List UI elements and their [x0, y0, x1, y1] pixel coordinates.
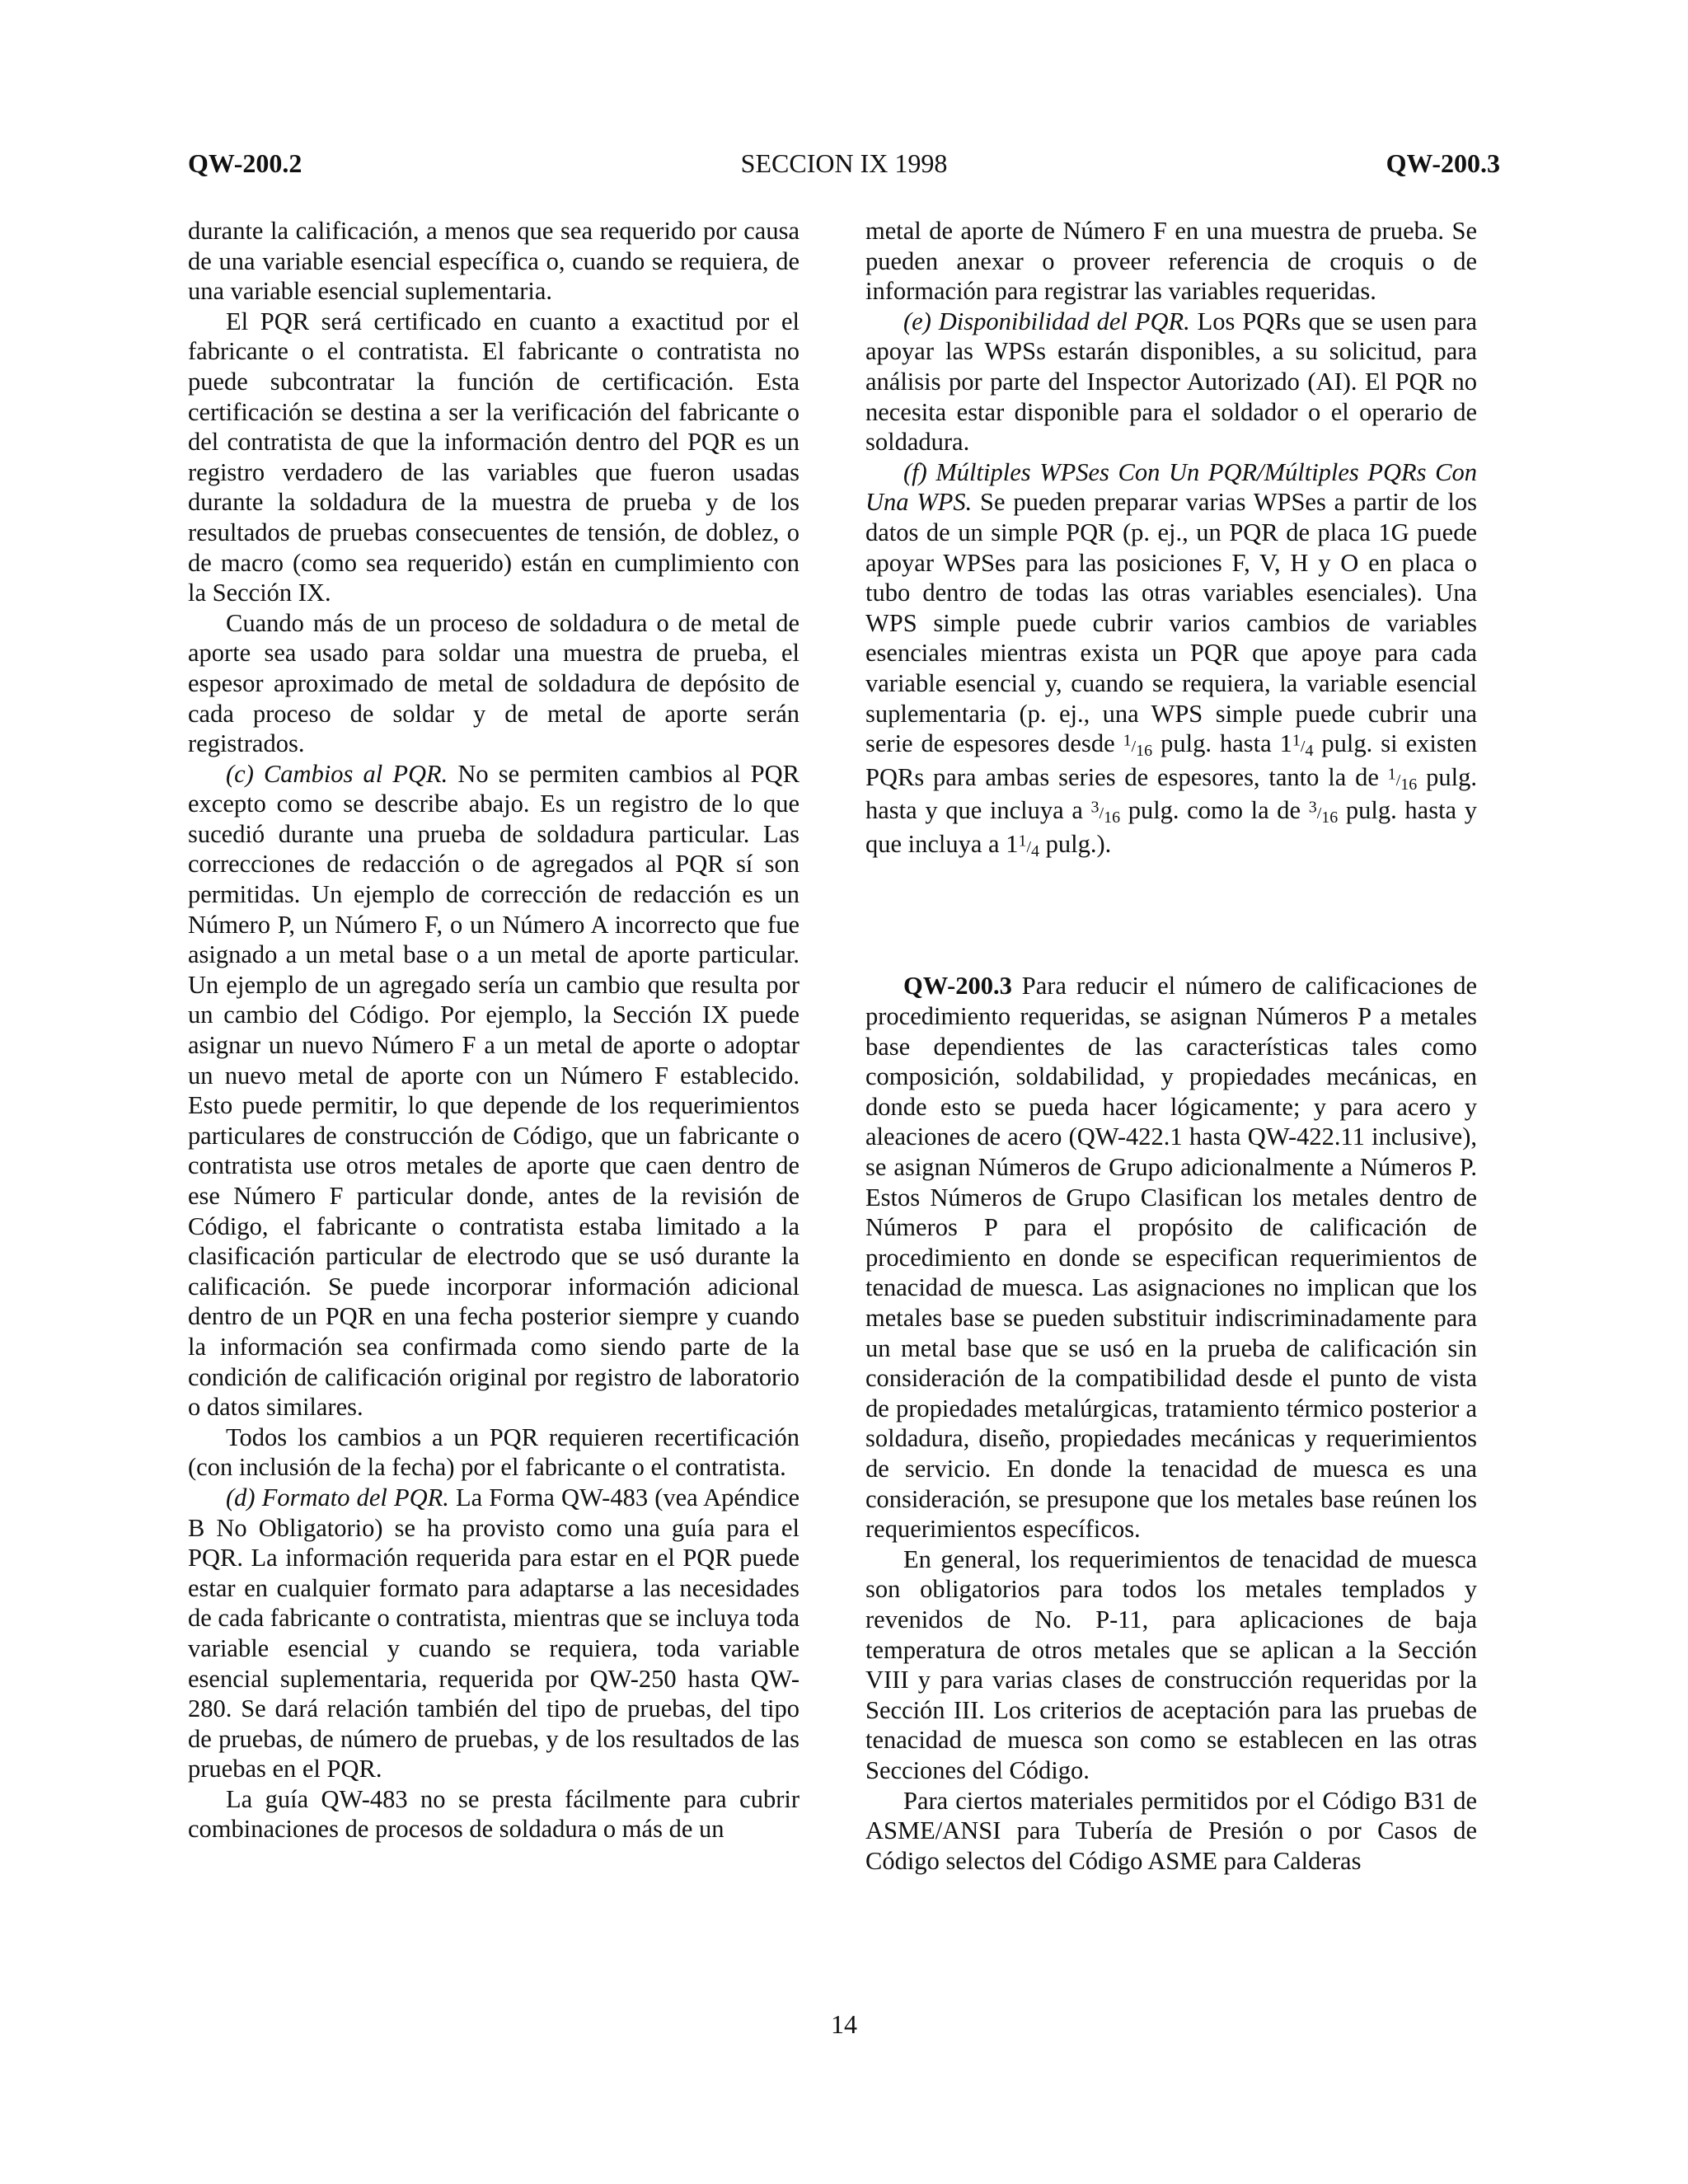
paragraph-disponibilidad-pqr — [865, 307, 1477, 457]
subsection-title: (c) Cambios al PQR. — [226, 759, 448, 788]
header-left-section-ref: QW-200.2 — [188, 148, 302, 178]
fraction-1-16: $^1/_{16}$ — [1123, 731, 1153, 761]
paragraph: Para ciertos materiales permitidos por el Código B31 de ASME/ANSI para Tubería de Presión o por Casos de Código selectos del Código ASME para Calderas — [865, 1786, 1477, 1875]
paragraph-body: pulg.). — [1039, 829, 1112, 858]
fraction-1-4: $^1/_4$ — [1292, 731, 1314, 761]
paragraph: metal de aporte de Número F en una muestra de prueba. Se pueden anexar o proveer referencia de croquis o de información para registrar las variables requeridas. — [865, 217, 1477, 306]
paragraph-body: pulg. hasta y que incluya a — [865, 762, 1477, 825]
subsection-title: (d) Formato del PQR. — [226, 1483, 449, 1511]
paragraph-body: Para reducir el número de calificaciones de procedimiento requeridas, se asignan Números P a metales base dependientes de las características tales como composición, soldabilidad, y propiedades mecánicas, en donde esto se pueda hacer lógicamente; y para acero y aleaciones de acero (QW-422.1 hasta QW-422.11 inclusive), se asignan Números de Grupo adicionalmente a Números P. Estos Números de Grupo Clasifican los metales dentro de Números P para el propósito de calificación de procedimiento en donde se especifican requerimientos de tenacidad de muesca. Las asignaciones no implican que los metales base se pueden substituir indiscriminadamente para un metal base que se usó en la prueba de calificación sin consideración de la compatibilidad desde el punto de vista de propiedades metalúrgicas, tratamiento térmico posterior a soldadura, diseño, propiedades mecánicas y requerimientos de servicio. En donde la tenacidad de muesca es una consideración, se presupone que los metales base reúnen los requerimientos específicos. — [865, 972, 1477, 1544]
left-column — [188, 216, 799, 1988]
header-section-title: SECCION IX 1998 — [740, 148, 948, 178]
paragraph: Todos los cambios a un PQR requieren recertificación (con inclusión de la fecha) por el fabricante o el contratista. — [188, 1422, 799, 1482]
paragraph-body: pulg. hasta 1 — [1152, 729, 1292, 758]
page-number: 14 — [831, 2009, 857, 2039]
paragraph-multiples-wpses — [865, 457, 1477, 863]
paragraph: En general, los requerimientos de tenacidad de muesca son obligatorios para todos los metales templados y revenidos de No. P-11, para aplicaciones de baja temperatura de otros metales que se aplican a la Sección VIII y para varias clases de construcción requeridas por la Sección III. Los criterios de aceptación para las pruebas de tenacidad de muesca son como se establecen en las otras Secciones del Código. — [865, 1544, 1477, 1784]
fraction-3-16: $^3/_{16}$ — [1090, 798, 1121, 827]
fraction-1-16: $^1/_{16}$ — [1387, 765, 1418, 794]
section-heading: QW-200.3 — [903, 972, 1012, 1001]
paragraph: Cuando más de un proceso de soldadura o de metal de aporte sea usado para soldar una muestra de prueba, el espesor aproximado de metal de soldadura de depósito de cada proceso de soldar y de metal de aporte serán registrados. — [188, 608, 799, 758]
fraction-3-16: $^3/_{16}$ — [1308, 798, 1339, 827]
subsection-title: (f) Múltiples WPSes Con Un PQR/Múltiples PQRs Con Una WPS. — [865, 457, 1477, 517]
paragraph-formato-pqr — [188, 1483, 799, 1784]
subsection-title: (e) Disponibilidad del PQR. — [903, 307, 1190, 335]
paragraph-body: Se pueden preparar varias WPSes a partir de los datos de un simple PQR (p. ej., un PQR de placa 1G puede apoyar WPSes para las posiciones F, V, H y O en placa o tubo dentro de todas las otras variables esenciales). Una WPS simple puede cubrir varios cambios de variables esenciales mientras exista un PQR que apoye para cada variable esencial y, cuando se requiera, la variable esencial suplementaria (p. ej., una WPS simple puede cubrir una serie de espesores desde — [865, 488, 1477, 758]
fraction-1-4: $^1/_4$ — [1018, 832, 1040, 860]
paragraph-body: Los PQRs que se usen para apoyar las WPSs estarán disponibles, a su solicitud, para análisis por parte del Inspector Autorizado (AI). El PQR no necesita estar disponible para el soldador o el operario de soldadura. — [865, 307, 1477, 457]
running-header — [188, 145, 1500, 181]
paragraph-cambios-pqr — [188, 759, 799, 1422]
right-column — [865, 216, 1477, 1988]
paragraph-body: pulg. hasta y que incluya a 1 — [865, 796, 1477, 858]
paragraph-body: pulg. como la de — [1120, 796, 1309, 825]
section-qw-200-3 — [865, 971, 1477, 1544]
paragraph: El PQR será certificado en cuanto a exactitud por el fabricante o el contratista. El fabricante o contratista no puede subcontratar la función de certificación. Esta certificación se destina a ser la verificación del fabricante o del contratista de que la información dentro del PQR es un registro verdadero de las variables que fueron usadas durante la soldadura de la muestra de prueba y de los resultados de pruebas consecuentes de tensión, de doblez, o de macro (como sea requerido) están en cumplimiento con la Sección IX. — [188, 307, 799, 607]
header-right-section-ref: QW-200.3 — [1386, 148, 1500, 178]
paragraph-body: La Forma QW-483 (vea Apéndice B No Obligatorio) se ha provisto como una guía para el PQR. La información requerida para estar en el PQR puede estar en cualquier formato para adaptarse a las necesidades de cada fabricante o contratista, mientras que se incluya toda variable esencial y cuando se requiera, toda variable esencial suplementaria, requerida por QW-250 hasta QW-280. Se dará relación también del tipo de pruebas, del tipo de pruebas, de número de pruebas, y de los resultados de las pruebas en el PQR. — [188, 1483, 799, 1783]
paragraph-body: pulg. si existen PQRs para ambas series de espesores, tanto la de — [865, 729, 1477, 791]
paragraph: La guía QW-483 no se presta fácilmente para cubrir combinaciones de procesos de soldadura o más de un — [188, 1784, 799, 1844]
paragraph-body: No se permiten cambios al PQR excepto como se describe abajo. Es un registro de lo que sucedió durante una prueba de soldadura particular. Las correcciones de redacción o de agregados al PQR sí son permitidas. Un ejemplo de corrección de redacción es un Número P, un Número F, o un Número A incorrecto que fue asignado a un metal base o a un metal de aporte particular. Un ejemplo de un agregado sería un cambio que resulta por un cambio del Código. Por ejemplo, la Sección IX puede asignar un nuevo Número F a un metal de aporte o adoptar un nuevo metal de aporte con un Número F establecido. Esto puede permitir, lo que depende de los requerimientos particulares de construcción de Código, que un fabricante o contratista use otros metales de aporte que caen dentro de ese Número F particular donde, antes de la revisión de Código, el fabricante o contratista estaba limitado a la clasificación particular de electrodo que se usó durante la calificación. Se puede incorporar información adicional dentro de un PQR en una fecha posterior siempre y cuando la información sea confirmada como siendo parte de la condición de calificación original por registro de laboratorio o datos similares. — [188, 759, 799, 1422]
paragraph: durante la calificación, a menos que sea requerido por causa de una variable esencial específica o, cuando se requiera, de una variable esencial suplementaria. — [188, 217, 799, 306]
